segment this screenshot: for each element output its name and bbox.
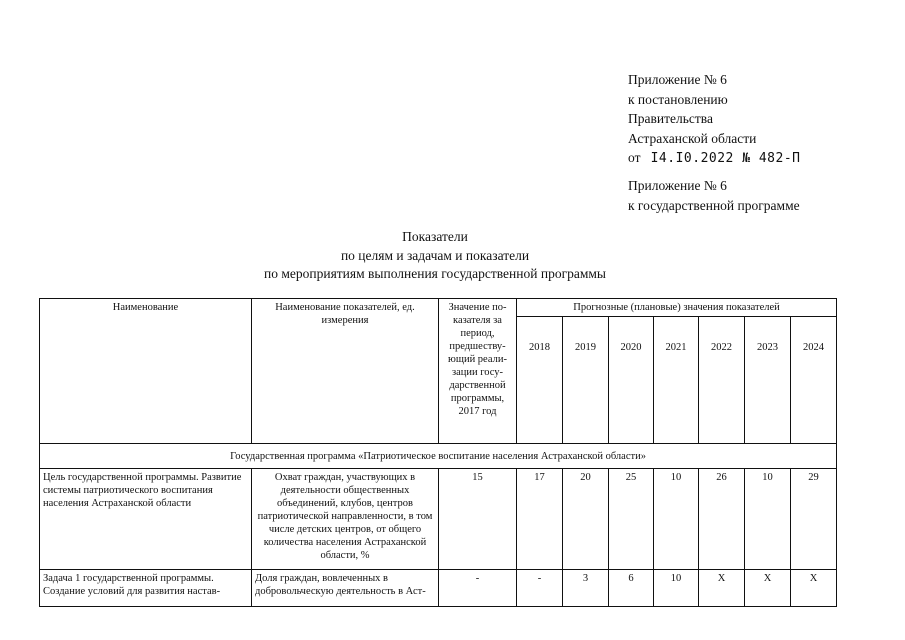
- row-value: -: [517, 570, 563, 607]
- header-year: 2019: [563, 317, 609, 444]
- section-row: [40, 444, 837, 469]
- header-forecast: Прогнозные (плановые) значения показателей: [517, 299, 837, 317]
- title-line: по целям и задачам и показатели: [340, 247, 530, 263]
- row-value: 17: [517, 469, 563, 570]
- appendix-decree-line: Приложение № 6: [628, 72, 727, 87]
- decree-date-line: [628, 148, 801, 169]
- row-value: 6: [609, 570, 654, 607]
- section-title: Государственная программа «Патриотическое воспитание населения Астраханской области»: [40, 444, 837, 469]
- row-value: 10: [654, 469, 699, 570]
- header-indicator: Наименование показателей, ед. измерения: [252, 299, 439, 444]
- table-row: [40, 469, 837, 570]
- appendix-decree-block: [628, 70, 801, 169]
- header-year: 2020: [609, 317, 654, 444]
- appendix-program-line: к государственной программе: [628, 197, 800, 213]
- row-value: 25: [609, 469, 654, 570]
- appendix-program-block: [628, 176, 800, 215]
- table-row: [40, 570, 837, 607]
- row-base-value: -: [439, 570, 517, 607]
- row-value: 20: [563, 469, 609, 570]
- row-name: Задача 1 государственной программы. Создание условий для развития настав-: [40, 570, 252, 607]
- row-value: 10: [745, 469, 791, 570]
- appendix-decree-line: Правительства: [628, 111, 713, 126]
- row-value: Х: [745, 570, 791, 607]
- document-title: [0, 228, 870, 284]
- appendix-decree-line: Астраханской области: [628, 130, 757, 146]
- header-name: Наименование: [40, 299, 252, 444]
- header-year: 2023: [745, 317, 791, 444]
- indicators-table: [39, 298, 837, 607]
- row-indicator: Охват граждан, участвующих в деятельности общественных объединений, клубов, центров патриотической направленности, в том числе детских центров, от общего количества населения Астраханской области, %: [252, 469, 439, 570]
- row-value: Х: [699, 570, 745, 607]
- row-value: 26: [699, 469, 745, 570]
- appendix-decree-line: к постановлению: [628, 91, 728, 107]
- row-indicator: Доля граждан, вовлеченных в добровольческую деятельность в Аст-: [252, 570, 439, 607]
- title-line: Показатели: [402, 229, 468, 244]
- row-value: 29: [791, 469, 837, 570]
- header-year: 2022: [699, 317, 745, 444]
- row-name: Цель государственной программы. Развитие системы патриотического воспитания населения Астраханской области: [40, 469, 252, 570]
- appendix-program-line: Приложение № 6: [628, 178, 727, 193]
- row-value: 10: [654, 570, 699, 607]
- header-base-value: Значение по-казателя за период, предшеству-ющий реали-зации госу-дарственной программы, 2017 год: [439, 299, 517, 444]
- row-value: Х: [791, 570, 837, 607]
- decree-date-number: I4.I0.2022 № 482-П: [650, 151, 801, 166]
- row-value: 3: [563, 570, 609, 607]
- header-year: 2024: [791, 317, 837, 444]
- row-base-value: 15: [439, 469, 517, 570]
- title-line: по мероприятиям выполнения государственной программы: [263, 266, 607, 281]
- decree-date-prefix: от: [628, 150, 641, 165]
- header-year: 2021: [654, 317, 699, 444]
- header-year: 2018: [517, 317, 563, 444]
